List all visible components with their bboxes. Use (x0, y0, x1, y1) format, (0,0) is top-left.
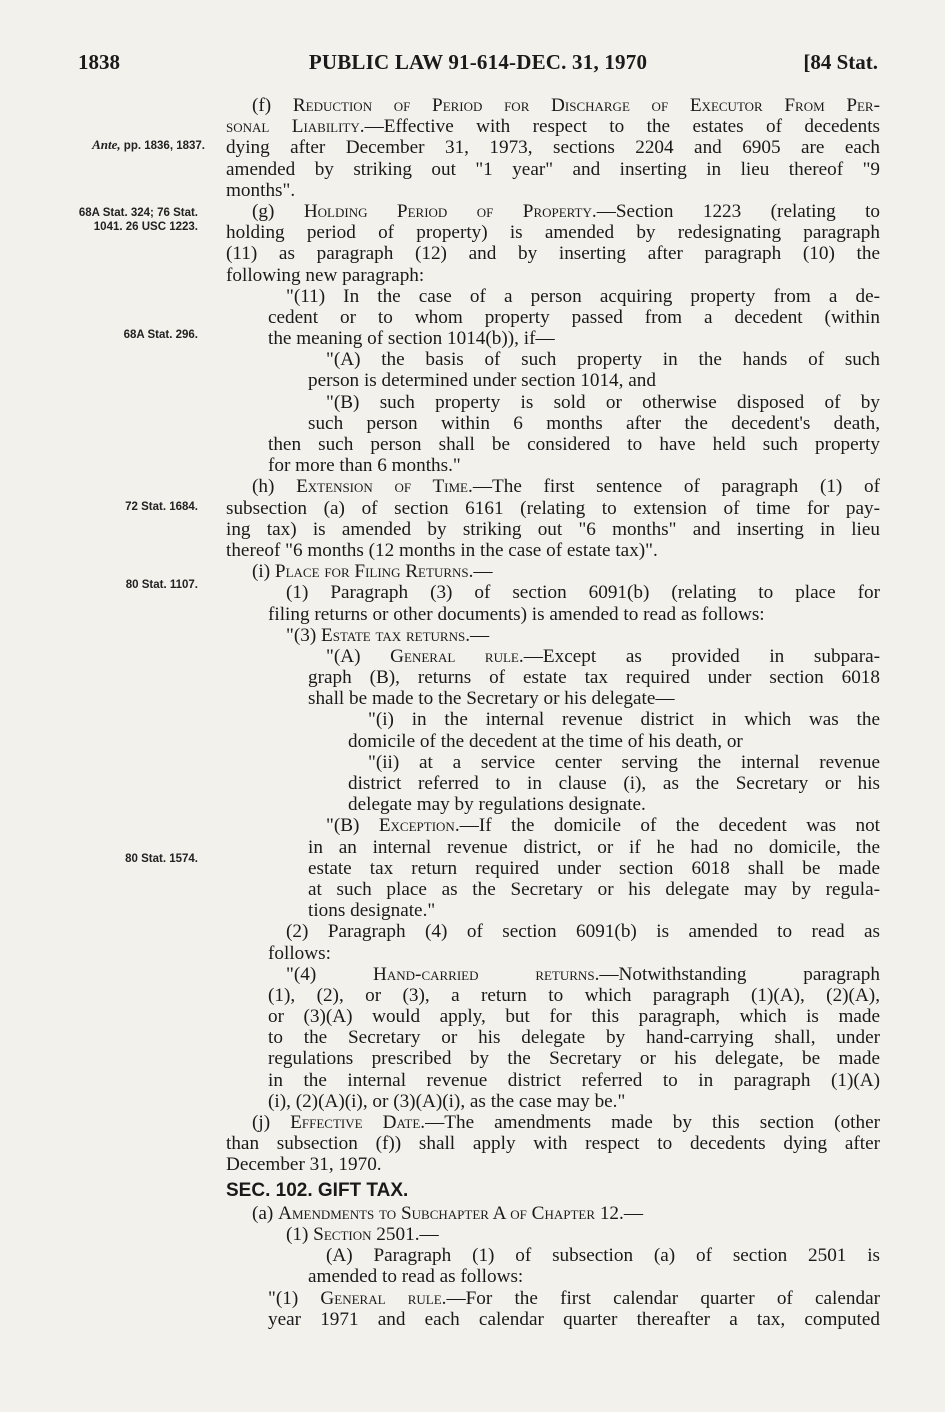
page-number: 1838 (78, 50, 120, 74)
section-heading: SEC. 102. GIFT TAX. (226, 1179, 409, 1201)
text-line: "(A) the basis of such property in the hands of such (326, 349, 880, 371)
margin-note: Ante, pp. 1836, 1837. (92, 137, 205, 152)
statute-text (226, 95, 880, 1330)
text-line: or (3)(A) would apply, but for this paragraph, which is made (268, 1006, 880, 1028)
margin-note: 68A Stat. 296. (123, 329, 198, 341)
text-line: (j) Effective Date.—The amendments made by this section (other (252, 1112, 880, 1133)
text-line: "(B) such property is sold or otherwise disposed of by (326, 391, 880, 413)
text-line: December 31, 1970. (226, 1154, 382, 1176)
text-line: "(4) Hand-carried returns.—Notwithstanding paragraph (286, 963, 880, 985)
text-line: "(i) in the internal revenue district in which was the (368, 709, 880, 731)
text-line: (i) Place for Filing Returns.— (252, 561, 493, 583)
text-line: than subsection (f)) shall apply with respect to decedents dying after (226, 1133, 880, 1155)
text-line: (11) as paragraph (12) and by inserting after paragraph (10) the (226, 243, 880, 265)
text-line: (1) Section 2501.— (286, 1223, 439, 1245)
text-line: then such person shall be considered to have held such property (268, 434, 880, 455)
text-line: "(A) General rule.—Except as provided in subpara- (326, 645, 880, 667)
text-line: the meaning of section 1014(b)), if— (268, 328, 555, 350)
text-line: amended to read as follows: (308, 1266, 524, 1288)
text-line: year 1971 and each calendar quarter thereafter a tax, computed (268, 1308, 880, 1330)
text-line: graph (B), returns of estate tax required under section 6018 (308, 667, 880, 689)
caption: Reduction of Period for Discharge of Executor From Per- (292, 95, 880, 116)
text-line: following new paragraph: (226, 264, 425, 286)
text-line: "(ii) at a service center serving the internal revenue (368, 751, 880, 773)
text-line: in the internal revenue district referred to in paragraph (1)(A) (268, 1069, 880, 1091)
text-line: tions designate." (308, 900, 436, 922)
text-line: holding period of property) is amended by redesignating paragraph (226, 222, 880, 244)
caption: Exception (378, 815, 455, 837)
text-line: such person within 6 months after the decedent's death, (308, 412, 880, 434)
text-line: at such place as the Secretary or his delegate may by regula- (308, 878, 880, 900)
text-line: months". (226, 179, 296, 201)
text-line: estate tax return required under section 6018 shall be made (308, 857, 880, 879)
text-line: "(B) Exception.—If the domicile of the decedent was not (326, 815, 880, 837)
caption: Holding Period of Property (303, 200, 592, 222)
text-line: "(3) Estate tax returns.— (286, 624, 490, 646)
text-line: "(1) General rule.—For the first calendar quarter of calendar (268, 1287, 880, 1309)
text-line: (1) Paragraph (3) of section 6091(b) (relating to place for (286, 582, 880, 604)
margin-note: 68A Stat. 324; 76 Stat. 1041. 26 USC 1223. (78, 207, 198, 233)
text-line: (f) Reduction of Period for Discharge of Executor From Per- (252, 95, 880, 116)
text-line: regulations prescribed by the Secretary or his delegate, be made (268, 1048, 880, 1070)
caption: Hand-carried returns (373, 963, 595, 985)
text-line: for more than 6 months." (268, 455, 461, 477)
caption: Place for Filing Returns (274, 561, 469, 583)
text-line: (a) Amendments to Subchapter A of Chapter 12.— (252, 1202, 644, 1224)
text-line: (g) Holding Period of Property.—Section 1223 (relating to (252, 200, 881, 222)
margin-note: 72 Stat. 1684. (125, 501, 198, 513)
caption: General rule (390, 645, 519, 667)
running-title: PUBLIC LAW 91-614-DEC. 31, 1970 (308, 50, 648, 74)
text-line: sonal Liability.—Effective with respect to the estates of decedents (226, 116, 880, 138)
statute-volume: [84 Stat. (803, 50, 878, 74)
text-line: district referred to in clause (i), as the Secretary or his (348, 773, 880, 794)
text-line: dying after December 31, 1973, sections 2204 and 6905 are each (226, 137, 880, 159)
caption: Extension of Time (296, 476, 469, 498)
caption: sonal Liability (226, 116, 360, 138)
text-line: thereof "6 months (12 months in the case of estate tax)". (226, 539, 658, 561)
caption: Estate tax returns (321, 624, 466, 646)
text-line: follows: (268, 942, 331, 964)
text-line: cedent or to whom property passed from a decedent (within (268, 306, 880, 328)
text-line: (h) Extension of Time.—The first sentence of paragraph (1) of (252, 476, 880, 498)
text-line: ing tax) is amended by striking out "6 months" and inserting in lieu (226, 518, 880, 540)
page-header (78, 50, 878, 80)
margin-note: 80 Stat. 1107. (125, 579, 198, 591)
text-line: delegate may by regulations designate. (348, 794, 646, 816)
text-line: person is determined under section 1014, and (308, 370, 656, 392)
text-line: amended by striking out "1 year" and inserting in lieu thereof "9 (226, 158, 880, 180)
text-line: "(11) In the case of a person acquiring property from a de- (286, 285, 880, 307)
text-line: (A) Paragraph (1) of subsection (a) of section 2501 is (326, 1245, 880, 1267)
text-line: filing returns or other documents) is amended to read as follows: (268, 603, 765, 625)
text-line: (2) Paragraph (4) of section 6091(b) is amended to read as (286, 921, 880, 943)
text-line: domicile of the decedent at the time of his death, or (348, 730, 743, 752)
text-line: (1), (2), or (3), a return to which paragraph (1)(A), (2)(A), (268, 984, 880, 1006)
text-line: to the Secretary or his delegate by hand-carrying shall, under (268, 1027, 880, 1049)
text-line: (i), (2)(A)(i), or (3)(A)(i), as the case may be." (268, 1090, 626, 1112)
caption: Section 2501 (313, 1223, 415, 1245)
text-line: subsection (a) of section 6161 (relating to extension of time for pay- (226, 497, 880, 519)
caption: General rule (320, 1287, 442, 1309)
caption: Effective Date (290, 1112, 421, 1133)
text-line: shall be made to the Secretary or his delegate— (308, 688, 675, 710)
text-line: in an internal revenue district, or if he had no domicile, the (308, 836, 880, 858)
margin-note: 80 Stat. 1574. (125, 853, 198, 865)
caption: Amendments to Subchapter A of Chapter 12 (278, 1202, 620, 1224)
